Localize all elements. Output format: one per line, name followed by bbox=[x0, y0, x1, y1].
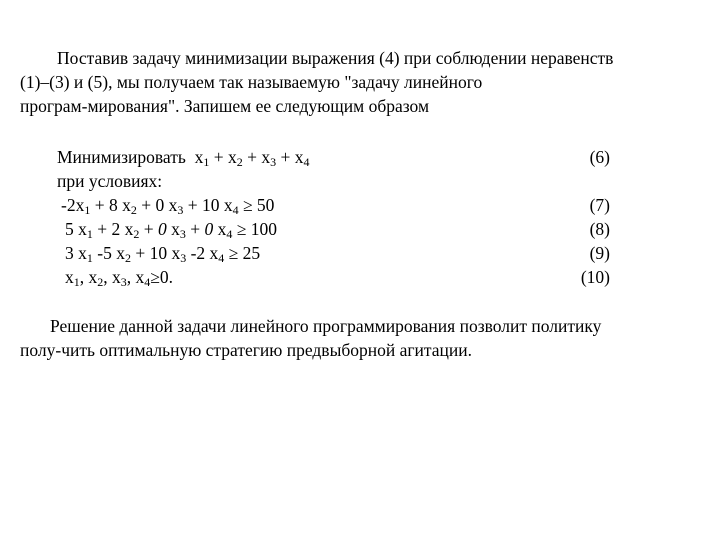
conclusion-line-2: полу-чить оптимальную стратегию предвыборной агитации. bbox=[20, 340, 472, 360]
intro-line-3: програм-мирования". Запишем ее следующим образом bbox=[20, 96, 430, 116]
constraint-row-9 bbox=[0, 241, 720, 265]
objective-label: Минимизировать bbox=[57, 147, 186, 167]
objective-expression: Минимизировать $x_1 + x_2 + x_3 + x_4$ bbox=[57, 147, 310, 169]
intro-line-1: Поставив задачу минимизации выражения (4) при соблюдении неравенств bbox=[57, 48, 614, 68]
equation-number-8: (8) bbox=[589, 219, 610, 239]
constraint-9-expression: 3 $x_1$ -5 $x_2 + 10$ $x_3$ -2 $x_4 \ge 25$ bbox=[65, 243, 261, 265]
conditions-label: при условиях: bbox=[57, 171, 163, 191]
conclusion-paragraph bbox=[20, 314, 704, 362]
intro-line-2: (1)–(3) и (5), мы получаем так называемую "задачу линейного bbox=[20, 72, 483, 92]
constraint-7-expression: $-2x_1 + 8$ $x_2 + 0$ $x_3 + 10$ $x_4 \ge 50$ bbox=[61, 195, 275, 217]
objective-row bbox=[0, 145, 720, 169]
equation-number-9: (9) bbox=[589, 243, 610, 263]
constraint-10-expression: $x_1$, $x_2$, $x_3$, $x_4\ge 0$. bbox=[65, 267, 173, 289]
conclusion-line-1: Решение данной задачи линейного программирования позволит политику bbox=[50, 316, 602, 336]
equation-number-10: (10) bbox=[580, 267, 610, 287]
constraint-8-expression: 5 $x_1 + 2$ $x_2 + 0$ $x_3 + 0$ $x_4 \ge 100$ bbox=[65, 219, 277, 241]
constraint-row-10 bbox=[0, 265, 720, 289]
constraint-row-8 bbox=[0, 217, 720, 241]
intro-paragraph bbox=[20, 46, 704, 118]
equation-number-7: (7) bbox=[589, 195, 610, 215]
constraint-row-7 bbox=[0, 193, 720, 217]
conditions-row bbox=[0, 169, 720, 193]
equation-number-6: (6) bbox=[589, 147, 610, 167]
